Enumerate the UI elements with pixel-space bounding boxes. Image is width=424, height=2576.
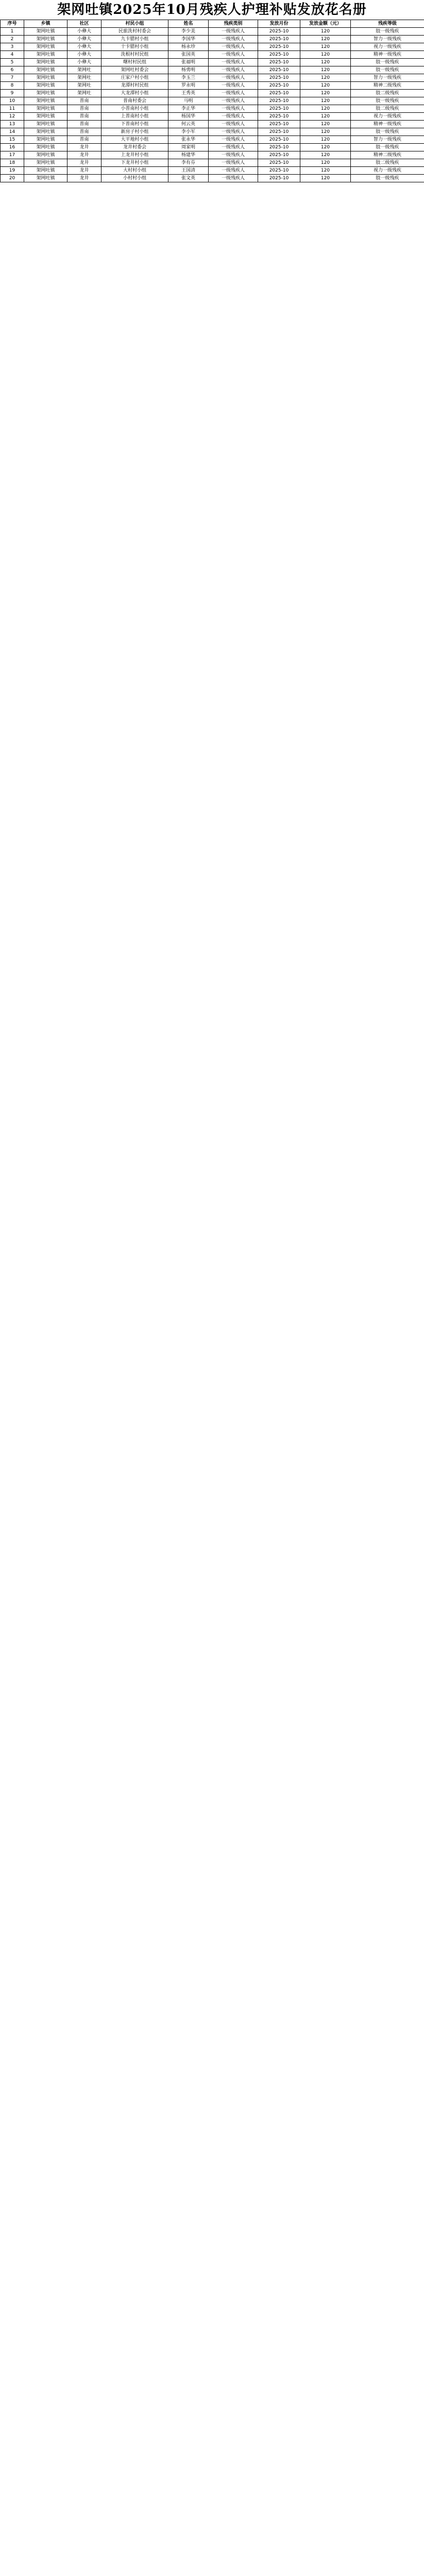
- cell-town: 架网吐镇: [24, 175, 67, 182]
- column-header-category: 残疾类别: [209, 20, 258, 28]
- cell-name: 李国华: [168, 36, 209, 43]
- cell-level: 精神二级残疾: [351, 82, 424, 90]
- cell-month: 2025-10: [258, 105, 300, 113]
- cell-index: 11: [1, 105, 24, 113]
- cell-month: 2025-10: [258, 66, 300, 74]
- cell-level: 智力一级残疾: [351, 136, 424, 144]
- cell-group: 上普南村小组: [101, 113, 168, 121]
- cell-level: 智力一级残疾: [351, 36, 424, 43]
- cell-category: 一级残疾人: [209, 59, 258, 66]
- cell-name: 李少美: [168, 28, 209, 36]
- cell-category: 一级残疾人: [209, 28, 258, 36]
- table-row: [1, 74, 424, 82]
- cell-community: 普南: [67, 113, 101, 121]
- cell-amount: 120: [300, 74, 351, 82]
- column-header-month: 发放月份: [258, 20, 300, 28]
- cell-month: 2025-10: [258, 74, 300, 82]
- table-row: [1, 167, 424, 175]
- cell-amount: 120: [300, 66, 351, 74]
- cell-level: 精神一级残疾: [351, 51, 424, 59]
- header-row: [1, 20, 424, 28]
- cell-level: 精神一级残疾: [351, 121, 424, 128]
- table-row: [1, 159, 424, 167]
- cell-amount: 120: [300, 82, 351, 90]
- cell-category: 一级残疾人: [209, 36, 258, 43]
- cell-level: 肢二级残疾: [351, 159, 424, 167]
- cell-community: 小彝大: [67, 51, 101, 59]
- cell-group: 曙村村民组: [101, 59, 168, 66]
- cell-level: 肢一级残疾: [351, 28, 424, 36]
- cell-town: 架网吐镇: [24, 159, 67, 167]
- cell-amount: 120: [300, 97, 351, 105]
- cell-index: 6: [1, 66, 24, 74]
- cell-category: 一级残疾人: [209, 97, 258, 105]
- cell-name: 张文英: [168, 175, 209, 182]
- table-row: [1, 113, 424, 121]
- cell-month: 2025-10: [258, 51, 300, 59]
- cell-name: 李有芬: [168, 159, 209, 167]
- cell-town: 架网吐镇: [24, 136, 67, 144]
- cell-index: 14: [1, 128, 24, 136]
- cell-name: 张福明: [168, 59, 209, 66]
- cell-category: 一级残疾人: [209, 121, 258, 128]
- cell-name: 杨国华: [168, 113, 209, 121]
- cell-month: 2025-10: [258, 151, 300, 159]
- cell-month: 2025-10: [258, 90, 300, 97]
- cell-index: 3: [1, 43, 24, 51]
- cell-group: 小村村小组: [101, 175, 168, 182]
- cell-level: 肢一级残疾: [351, 128, 424, 136]
- cell-index: 4: [1, 51, 24, 59]
- cell-index: 15: [1, 136, 24, 144]
- cell-month: 2025-10: [258, 121, 300, 128]
- cell-community: 架网吐: [67, 74, 101, 82]
- cell-category: 一级残疾人: [209, 82, 258, 90]
- cell-level: 肢一级残疾: [351, 144, 424, 151]
- cell-name: 杨永珍: [168, 43, 209, 51]
- column-header-index: 序号: [1, 20, 24, 28]
- cell-month: 2025-10: [258, 43, 300, 51]
- cell-group: 普南村委会: [101, 97, 168, 105]
- cell-group: 小普南村小组: [101, 105, 168, 113]
- cell-level: 肢一级残疾: [351, 66, 424, 74]
- cell-amount: 120: [300, 144, 351, 151]
- cell-category: 一级残疾人: [209, 43, 258, 51]
- cell-community: 普南: [67, 97, 101, 105]
- table-row: [1, 175, 424, 182]
- table-row: [1, 105, 424, 113]
- cell-amount: 120: [300, 105, 351, 113]
- cell-town: 架网吐镇: [24, 28, 67, 36]
- cell-level: 视力一级残疾: [351, 167, 424, 175]
- cell-category: 一级残疾人: [209, 113, 258, 121]
- cell-category: 一级残疾人: [209, 90, 258, 97]
- cell-month: 2025-10: [258, 175, 300, 182]
- cell-month: 2025-10: [258, 82, 300, 90]
- cell-community: 小彝大: [67, 59, 101, 66]
- cell-name: 杨建华: [168, 151, 209, 159]
- cell-amount: 120: [300, 136, 351, 144]
- table-row: [1, 82, 424, 90]
- roster-body: [1, 28, 424, 182]
- cell-name: 何云英: [168, 121, 209, 128]
- cell-community: 小彝大: [67, 43, 101, 51]
- cell-amount: 120: [300, 90, 351, 97]
- table-row: [1, 59, 424, 66]
- table-row: [1, 90, 424, 97]
- cell-community: 小彝大: [67, 28, 101, 36]
- cell-index: 7: [1, 74, 24, 82]
- cell-group: 下龙井村小组: [101, 159, 168, 167]
- cell-town: 架网吐镇: [24, 82, 67, 90]
- cell-community: 小彝大: [67, 36, 101, 43]
- cell-group: 上龙井村小组: [101, 151, 168, 159]
- cell-community: 普南: [67, 128, 101, 136]
- cell-level: 肢二级残疾: [351, 90, 424, 97]
- cell-town: 架网吐镇: [24, 144, 67, 151]
- cell-community: 架网吐: [67, 66, 101, 74]
- cell-name: 张国英: [168, 51, 209, 59]
- cell-category: 一级残疾人: [209, 136, 258, 144]
- table-row: [1, 43, 424, 51]
- cell-town: 架网吐镇: [24, 90, 67, 97]
- cell-group: 洗根村村民组: [101, 51, 168, 59]
- cell-town: 架网吐镇: [24, 121, 67, 128]
- cell-town: 架网吐镇: [24, 167, 67, 175]
- cell-group: 新房子村小组: [101, 128, 168, 136]
- cell-category: 一级残疾人: [209, 74, 258, 82]
- column-header-group: 村民小组: [101, 20, 168, 28]
- cell-level: 精神二级残疾: [351, 151, 424, 159]
- cell-town: 架网吐镇: [24, 151, 67, 159]
- column-header-amount: 发放金额（元）: [300, 20, 351, 28]
- cell-amount: 120: [300, 43, 351, 51]
- table-row: [1, 51, 424, 59]
- table-row: [1, 36, 424, 43]
- cell-month: 2025-10: [258, 136, 300, 144]
- cell-month: 2025-10: [258, 28, 300, 36]
- cell-town: 架网吐镇: [24, 66, 67, 74]
- cell-name: 王秀英: [168, 90, 209, 97]
- cell-index: 1: [1, 28, 24, 36]
- table-row: [1, 144, 424, 151]
- cell-group: 九卡腊村小组: [101, 36, 168, 43]
- cell-name: 李玉兰: [168, 74, 209, 82]
- cell-category: 一级残疾人: [209, 128, 258, 136]
- cell-community: 龙井: [67, 175, 101, 182]
- cell-group: 民旅洗村村委会: [101, 28, 168, 36]
- cell-month: 2025-10: [258, 144, 300, 151]
- table-row: [1, 66, 424, 74]
- cell-amount: 120: [300, 36, 351, 43]
- cell-town: 架网吐镇: [24, 113, 67, 121]
- column-header-name: 姓名: [168, 20, 209, 28]
- cell-category: 一级残疾人: [209, 51, 258, 59]
- cell-group: 大龙潭村小组: [101, 90, 168, 97]
- cell-category: 一级残疾人: [209, 175, 258, 182]
- cell-town: 架网吐镇: [24, 59, 67, 66]
- cell-town: 架网吐镇: [24, 128, 67, 136]
- cell-town: 架网吐镇: [24, 105, 67, 113]
- cell-name: 马明: [168, 97, 209, 105]
- cell-amount: 120: [300, 113, 351, 121]
- cell-community: 龙井: [67, 151, 101, 159]
- cell-amount: 120: [300, 121, 351, 128]
- roster-table: [0, 20, 424, 182]
- cell-community: 龙井: [67, 144, 101, 151]
- cell-index: 17: [1, 151, 24, 159]
- table-row: [1, 128, 424, 136]
- cell-community: 架网吐: [67, 82, 101, 90]
- cell-name: 王国清: [168, 167, 209, 175]
- cell-group: 龙潭村村民组: [101, 82, 168, 90]
- cell-community: 龙井: [67, 159, 101, 167]
- table-row: [1, 121, 424, 128]
- cell-community: 普南: [67, 105, 101, 113]
- column-header-level: 残疾等级: [351, 20, 424, 28]
- cell-group: 大平地村小组: [101, 136, 168, 144]
- cell-name: 杨勇明: [168, 66, 209, 74]
- cell-amount: 120: [300, 59, 351, 66]
- table-row: [1, 151, 424, 159]
- cell-group: 庄家户村小组: [101, 74, 168, 82]
- cell-index: 18: [1, 159, 24, 167]
- cell-index: 2: [1, 36, 24, 43]
- cell-town: 架网吐镇: [24, 97, 67, 105]
- cell-index: 19: [1, 167, 24, 175]
- cell-group: 大村村小组: [101, 167, 168, 175]
- cell-amount: 120: [300, 51, 351, 59]
- cell-index: 12: [1, 113, 24, 121]
- cell-index: 20: [1, 175, 24, 182]
- cell-community: 普南: [67, 121, 101, 128]
- cell-month: 2025-10: [258, 113, 300, 121]
- cell-index: 13: [1, 121, 24, 128]
- cell-group: 龙井村委会: [101, 144, 168, 151]
- cell-community: 架网吐: [67, 90, 101, 97]
- cell-month: 2025-10: [258, 97, 300, 105]
- cell-amount: 120: [300, 167, 351, 175]
- cell-town: 架网吐镇: [24, 74, 67, 82]
- cell-name: 张永华: [168, 136, 209, 144]
- cell-level: 智力一级残疾: [351, 74, 424, 82]
- column-header-community: 社区: [67, 20, 101, 28]
- cell-town: 架网吐镇: [24, 43, 67, 51]
- cell-index: 8: [1, 82, 24, 90]
- cell-index: 9: [1, 90, 24, 97]
- cell-town: 架网吐镇: [24, 36, 67, 43]
- table-row: [1, 28, 424, 36]
- cell-category: 一级残疾人: [209, 151, 258, 159]
- cell-level: 肢一级残疾: [351, 59, 424, 66]
- cell-name: 周家明: [168, 144, 209, 151]
- cell-group: 下普南村小组: [101, 121, 168, 128]
- cell-amount: 120: [300, 128, 351, 136]
- cell-category: 一级残疾人: [209, 105, 258, 113]
- document-title: 架网吐镇2025年10月残疾人护理补贴发放花名册: [57, 2, 367, 18]
- cell-name: 罗永明: [168, 82, 209, 90]
- cell-level: 肢一级残疾: [351, 175, 424, 182]
- cell-month: 2025-10: [258, 167, 300, 175]
- cell-level: 肢一级残疾: [351, 97, 424, 105]
- cell-community: 普南: [67, 136, 101, 144]
- table-row: [1, 136, 424, 144]
- cell-category: 一级残疾人: [209, 66, 258, 74]
- column-header-town: 乡镇: [24, 20, 67, 28]
- cell-amount: 120: [300, 28, 351, 36]
- cell-community: 龙井: [67, 167, 101, 175]
- cell-level: 视力一级残疾: [351, 113, 424, 121]
- cell-index: 16: [1, 144, 24, 151]
- cell-town: 架网吐镇: [24, 51, 67, 59]
- cell-month: 2025-10: [258, 128, 300, 136]
- cell-level: 视力一级残疾: [351, 43, 424, 51]
- cell-month: 2025-10: [258, 36, 300, 43]
- cell-amount: 120: [300, 159, 351, 167]
- table-row: [1, 97, 424, 105]
- cell-index: 10: [1, 97, 24, 105]
- cell-level: 肢二级残疾: [351, 105, 424, 113]
- cell-month: 2025-10: [258, 59, 300, 66]
- cell-category: 一级残疾人: [209, 159, 258, 167]
- cell-group: 十卡腊村小组: [101, 43, 168, 51]
- cell-group: 架网吐村委会: [101, 66, 168, 74]
- cell-category: 一级残疾人: [209, 167, 258, 175]
- cell-category: 一级残疾人: [209, 144, 258, 151]
- cell-index: 5: [1, 59, 24, 66]
- cell-name: 李小军: [168, 128, 209, 136]
- cell-amount: 120: [300, 151, 351, 159]
- cell-amount: 120: [300, 175, 351, 182]
- cell-month: 2025-10: [258, 159, 300, 167]
- cell-name: 李正华: [168, 105, 209, 113]
